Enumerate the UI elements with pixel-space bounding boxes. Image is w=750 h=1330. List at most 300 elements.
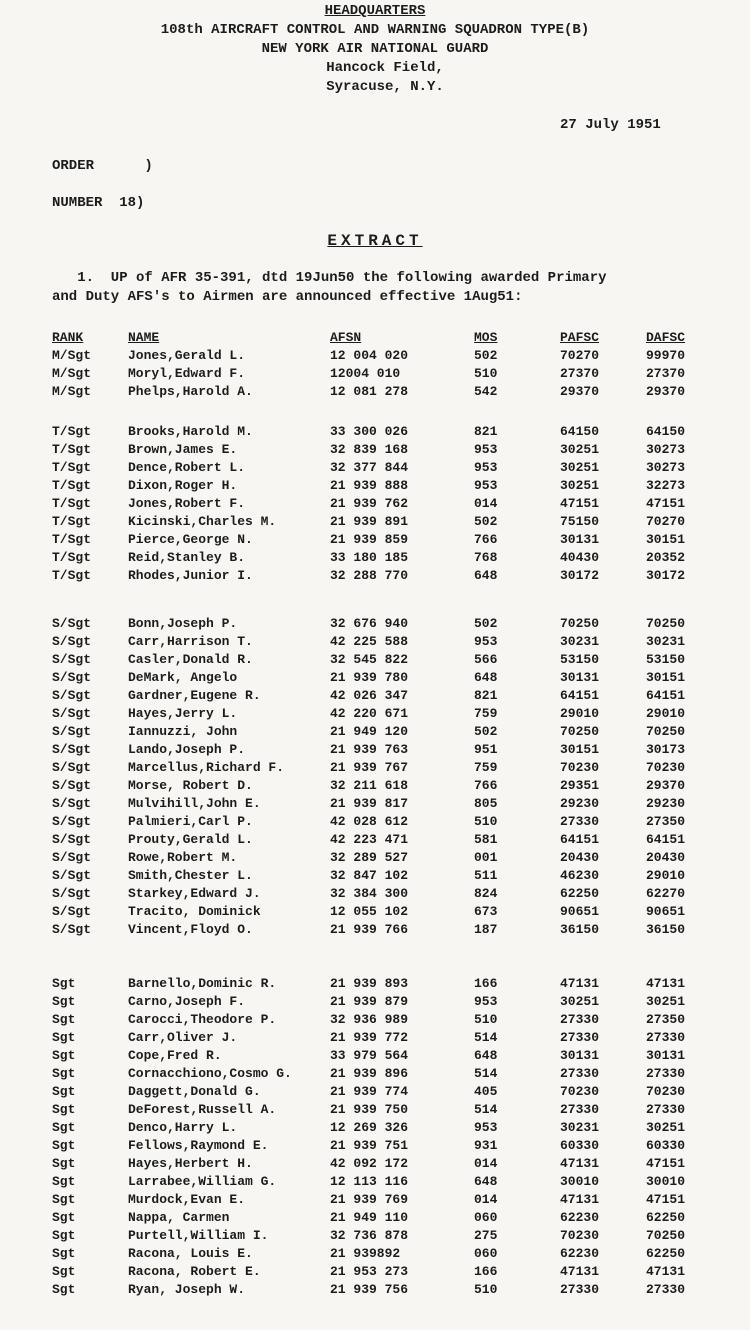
- name-cell: Jones,Robert F.: [128, 496, 246, 511]
- dafsc-cell: 30151: [646, 532, 686, 547]
- table-row: [0, 1156, 750, 1174]
- table-row: [0, 652, 750, 670]
- name-cell: Lando,Joseph P.: [128, 742, 246, 757]
- afsn-cell: 12004 010: [330, 366, 401, 381]
- document-date: 27 July 1951: [560, 117, 661, 133]
- afsn-cell: 21 939 751: [330, 1138, 409, 1153]
- pafsc-cell: 27330: [560, 814, 600, 829]
- afsn-cell: 21 939 767: [330, 760, 409, 775]
- table-row: [0, 1084, 750, 1102]
- pafsc-cell: 29230: [560, 796, 600, 811]
- mos-cell: 951: [474, 742, 498, 757]
- table-row: [0, 976, 750, 994]
- afsn-cell: 32 211 618: [330, 778, 409, 793]
- dafsc-cell: 30173: [646, 742, 686, 757]
- table-row: [0, 832, 750, 850]
- afsn-cell: 32 384 300: [330, 886, 409, 901]
- rank-cell: T/Sgt: [52, 568, 92, 583]
- afsn-cell: 21 939 762: [330, 496, 409, 511]
- rank-cell: Sgt: [52, 994, 76, 1009]
- dafsc-cell: 27330: [646, 1066, 686, 1081]
- afsn-cell: 33 300 026: [330, 424, 409, 439]
- header-guard: NEW YORK AIR NATIONAL GUARD: [261, 41, 489, 57]
- afsn-cell: 42 026 347: [330, 688, 409, 703]
- paragraph-line-1: 1. UP of AFR 35-391, dtd 19Jun50 the following awarded Primary: [52, 270, 607, 286]
- mos-cell: 931: [474, 1138, 498, 1153]
- name-cell: Rowe,Robert M.: [128, 850, 238, 865]
- name-cell: DeForest,Russell A.: [128, 1102, 277, 1117]
- rank-cell: Sgt: [52, 1282, 76, 1297]
- table-row: [0, 850, 750, 868]
- table-row: [0, 478, 750, 496]
- table-row: [0, 904, 750, 922]
- dafsc-cell: 70230: [646, 760, 686, 775]
- rank-cell: S/Sgt: [52, 922, 92, 937]
- dafsc-cell: 27350: [646, 814, 686, 829]
- afsn-cell: 21 939 896: [330, 1066, 409, 1081]
- rank-cell: S/Sgt: [52, 814, 92, 829]
- rank-cell: T/Sgt: [52, 424, 92, 439]
- rank-cell: S/Sgt: [52, 742, 92, 757]
- dafsc-cell: 30172: [646, 568, 686, 583]
- mos-cell: 824: [474, 886, 498, 901]
- afsn-cell: 32 847 102: [330, 868, 409, 883]
- rank-cell: S/Sgt: [52, 904, 92, 919]
- pafsc-cell: 60330: [560, 1138, 600, 1153]
- afsn-cell: 12 004 020: [330, 348, 409, 363]
- afsn-cell: 21 939 879: [330, 994, 409, 1009]
- pafsc-cell: 30131: [560, 670, 600, 685]
- table-row: [0, 514, 750, 532]
- mos-cell: 759: [474, 706, 498, 721]
- pafsc-cell: 53150: [560, 652, 600, 667]
- afsn-cell: 42 225 588: [330, 634, 409, 649]
- mos-cell: 673: [474, 904, 498, 919]
- rank-cell: T/Sgt: [52, 514, 92, 529]
- rank-cell: T/Sgt: [52, 532, 92, 547]
- dafsc-cell: 20352: [646, 550, 686, 565]
- name-cell: Reid,Stanley B.: [128, 550, 246, 565]
- mos-cell: 405: [474, 1084, 498, 1099]
- name-cell: Pierce,George N.: [128, 532, 253, 547]
- pafsc-cell: 30231: [560, 634, 600, 649]
- afsn-cell: 42 092 172: [330, 1156, 409, 1171]
- dafsc-cell: 53150: [646, 652, 686, 667]
- mos-cell: 953: [474, 994, 498, 1009]
- dafsc-cell: 90651: [646, 904, 686, 919]
- afsn-cell: 42 220 671: [330, 706, 409, 721]
- name-cell: Cornacchiono,Cosmo G.: [128, 1066, 292, 1081]
- mos-cell: 648: [474, 670, 498, 685]
- name-cell: Tracito, Dominick: [128, 904, 261, 919]
- mos-cell: 805: [474, 796, 498, 811]
- name-cell: Larrabee,William G.: [128, 1174, 277, 1189]
- rank-cell: Sgt: [52, 1066, 76, 1081]
- mos-cell: 502: [474, 348, 498, 363]
- pafsc-cell: 40430: [560, 550, 600, 565]
- mos-cell: 001: [474, 850, 498, 865]
- afsn-cell: 32 289 527: [330, 850, 409, 865]
- rank-cell: S/Sgt: [52, 688, 92, 703]
- afsn-cell: 33 979 564: [330, 1048, 409, 1063]
- table-row: [0, 442, 750, 460]
- pafsc-cell: 30251: [560, 478, 600, 493]
- dafsc-cell: 47131: [646, 976, 686, 991]
- name-cell: Carno,Joseph F.: [128, 994, 246, 1009]
- pafsc-cell: 30131: [560, 1048, 600, 1063]
- mos-cell: 514: [474, 1030, 498, 1045]
- name-cell: Phelps,Harold A.: [128, 384, 253, 399]
- afsn-cell: 12 113 116: [330, 1174, 409, 1189]
- dafsc-cell: 29370: [646, 778, 686, 793]
- dafsc-cell: 27350: [646, 1012, 686, 1027]
- rank-cell: S/Sgt: [52, 832, 92, 847]
- table-row: [0, 796, 750, 814]
- rank-cell: Sgt: [52, 1246, 76, 1261]
- pafsc-cell: 47151: [560, 496, 600, 511]
- dafsc-cell: 47151: [646, 1192, 686, 1207]
- pafsc-cell: 30251: [560, 460, 600, 475]
- dafsc-cell: 20430: [646, 850, 686, 865]
- rank-cell: S/Sgt: [52, 616, 92, 631]
- mos-cell: 766: [474, 532, 498, 547]
- header-squadron: 108th AIRCRAFT CONTROL AND WARNING SQUADRON TYPE(B): [160, 22, 590, 38]
- rank-cell: Sgt: [52, 1228, 76, 1243]
- pafsc-cell: 62230: [560, 1210, 600, 1225]
- pafsc-cell: 27370: [560, 366, 600, 381]
- dafsc-cell: 30251: [646, 994, 686, 1009]
- dafsc-cell: 70230: [646, 1084, 686, 1099]
- pafsc-cell: 30172: [560, 568, 600, 583]
- name-cell: Bonn,Joseph P.: [128, 616, 238, 631]
- name-cell: Fellows,Raymond E.: [128, 1138, 269, 1153]
- dafsc-cell: 30231: [646, 634, 686, 649]
- mos-cell: 014: [474, 1192, 498, 1207]
- table-row: [0, 1102, 750, 1120]
- afsn-cell: 21 939892: [330, 1246, 401, 1261]
- table-row: [0, 724, 750, 742]
- mos-cell: 566: [474, 652, 498, 667]
- mos-cell: 953: [474, 442, 498, 457]
- name-cell: Kicinski,Charles M.: [128, 514, 277, 529]
- mos-cell: 060: [474, 1246, 498, 1261]
- mos-cell: 014: [474, 1156, 498, 1171]
- pafsc-cell: 27330: [560, 1102, 600, 1117]
- afsn-cell: 12 269 326: [330, 1120, 409, 1135]
- mos-cell: 953: [474, 478, 498, 493]
- rank-cell: T/Sgt: [52, 442, 92, 457]
- rank-cell: Sgt: [52, 1120, 76, 1135]
- name-cell: Cope,Fred R.: [128, 1048, 222, 1063]
- dafsc-cell: 70250: [646, 616, 686, 631]
- name-cell: Racona, Louis E.: [128, 1246, 253, 1261]
- name-cell: Iannuzzi, John: [128, 724, 238, 739]
- table-row: [0, 366, 750, 384]
- afsn-cell: 42 028 612: [330, 814, 409, 829]
- pafsc-cell: 29370: [560, 384, 600, 399]
- name-cell: Dence,Robert L.: [128, 460, 246, 475]
- pafsc-cell: 70230: [560, 760, 600, 775]
- rank-cell: T/Sgt: [52, 550, 92, 565]
- pafsc-cell: 27330: [560, 1030, 600, 1045]
- rank-cell: S/Sgt: [52, 760, 92, 775]
- pafsc-cell: 30251: [560, 442, 600, 457]
- mos-cell: 514: [474, 1066, 498, 1081]
- column-header-mos: MOS: [474, 330, 498, 345]
- mos-cell: 821: [474, 424, 498, 439]
- afsn-cell: 32 736 878: [330, 1228, 409, 1243]
- mos-cell: 510: [474, 814, 498, 829]
- rank-cell: S/Sgt: [52, 796, 92, 811]
- pafsc-cell: 70230: [560, 1228, 600, 1243]
- table-row: [0, 1012, 750, 1030]
- afsn-cell: 21 939 888: [330, 478, 409, 493]
- name-cell: Nappa, Carmen: [128, 1210, 230, 1225]
- dafsc-cell: 29010: [646, 868, 686, 883]
- pafsc-cell: 64151: [560, 688, 600, 703]
- mos-cell: 502: [474, 616, 498, 631]
- mos-cell: 510: [474, 1012, 498, 1027]
- mos-cell: 060: [474, 1210, 498, 1225]
- mos-cell: 953: [474, 1120, 498, 1135]
- afsn-cell: 32 839 168: [330, 442, 409, 457]
- dafsc-cell: 36150: [646, 922, 686, 937]
- column-header-afsn: AFSN: [330, 330, 362, 345]
- name-cell: Moryl,Edward F.: [128, 366, 246, 381]
- afsn-cell: 12 055 102: [330, 904, 409, 919]
- name-cell: Vincent,Floyd O.: [128, 922, 253, 937]
- dafsc-cell: 27330: [646, 1102, 686, 1117]
- table-row: [0, 1138, 750, 1156]
- name-cell: Brown,James E.: [128, 442, 238, 457]
- dafsc-cell: 32273: [646, 478, 686, 493]
- column-header-dafsc: DAFSC: [646, 330, 686, 345]
- rank-cell: T/Sgt: [52, 460, 92, 475]
- pafsc-cell: 20430: [560, 850, 600, 865]
- table-row: [0, 1192, 750, 1210]
- rank-cell: Sgt: [52, 1210, 76, 1225]
- table-row: [0, 778, 750, 796]
- name-cell: Purtell,William I.: [128, 1228, 269, 1243]
- name-cell: Prouty,Gerald L.: [128, 832, 253, 847]
- pafsc-cell: 62230: [560, 1246, 600, 1261]
- name-cell: Denco,Harry L.: [128, 1120, 238, 1135]
- dafsc-cell: 70250: [646, 724, 686, 739]
- dafsc-cell: 64151: [646, 688, 686, 703]
- table-row: [0, 868, 750, 886]
- rank-cell: Sgt: [52, 1138, 76, 1153]
- rank-cell: Sgt: [52, 1192, 76, 1207]
- afsn-cell: 21 939 859: [330, 532, 409, 547]
- table-row: [0, 1246, 750, 1264]
- mos-cell: 542: [474, 384, 498, 399]
- pafsc-cell: 27330: [560, 1066, 600, 1081]
- pafsc-cell: 30151: [560, 742, 600, 757]
- table-row: [0, 688, 750, 706]
- table-row: [0, 1228, 750, 1246]
- dafsc-cell: 62270: [646, 886, 686, 901]
- paragraph-line-2: and Duty AFS's to Airmen are announced effective 1Aug51:: [52, 289, 523, 305]
- table-row: [0, 1048, 750, 1066]
- table-row: [0, 1030, 750, 1048]
- afsn-cell: 32 545 822: [330, 652, 409, 667]
- name-cell: Barnello,Dominic R.: [128, 976, 277, 991]
- name-cell: Gardner,Eugene R.: [128, 688, 261, 703]
- afsn-cell: 32 288 770: [330, 568, 409, 583]
- dafsc-cell: 47131: [646, 1264, 686, 1279]
- mos-cell: 759: [474, 760, 498, 775]
- name-cell: Morse, Robert D.: [128, 778, 253, 793]
- table-row: [0, 424, 750, 442]
- mos-cell: 514: [474, 1102, 498, 1117]
- afsn-cell: 21 939 780: [330, 670, 409, 685]
- table-row: [0, 670, 750, 688]
- pafsc-cell: 30010: [560, 1174, 600, 1189]
- mos-cell: 953: [474, 460, 498, 475]
- pafsc-cell: 27330: [560, 1012, 600, 1027]
- table-row: [0, 760, 750, 778]
- name-cell: Brooks,Harold M.: [128, 424, 253, 439]
- rank-cell: S/Sgt: [52, 706, 92, 721]
- pafsc-cell: 75150: [560, 514, 600, 529]
- mos-cell: 511: [474, 868, 498, 883]
- rank-cell: Sgt: [52, 1012, 76, 1027]
- name-cell: Carr,Oliver J.: [128, 1030, 238, 1045]
- name-cell: Daggett,Donald G.: [128, 1084, 261, 1099]
- table-row: [0, 1282, 750, 1300]
- pafsc-cell: 46230: [560, 868, 600, 883]
- extract-title: EXTRACT: [327, 232, 423, 250]
- dafsc-cell: 30273: [646, 442, 686, 457]
- table-row: [0, 814, 750, 832]
- column-header-rank: RANK: [52, 330, 84, 345]
- afsn-cell: 21 949 110: [330, 1210, 409, 1225]
- afsn-cell: 21 939 893: [330, 976, 409, 991]
- pafsc-cell: 30251: [560, 994, 600, 1009]
- pafsc-cell: 90651: [560, 904, 600, 919]
- name-cell: Smith,Chester L.: [128, 868, 253, 883]
- afsn-cell: 32 377 844: [330, 460, 409, 475]
- afsn-cell: 33 180 185: [330, 550, 409, 565]
- table-row: [0, 994, 750, 1012]
- pafsc-cell: 70250: [560, 724, 600, 739]
- pafsc-cell: 29351: [560, 778, 600, 793]
- rank-cell: Sgt: [52, 1030, 76, 1045]
- name-cell: Starkey,Edward J.: [128, 886, 261, 901]
- mos-cell: 766: [474, 778, 498, 793]
- dafsc-cell: 30251: [646, 1120, 686, 1135]
- mos-cell: 768: [474, 550, 498, 565]
- table-row: [0, 1264, 750, 1282]
- table-row: [0, 706, 750, 724]
- mos-cell: 510: [474, 1282, 498, 1297]
- dafsc-cell: 62250: [646, 1210, 686, 1225]
- afsn-cell: 21 939 817: [330, 796, 409, 811]
- mos-cell: 502: [474, 514, 498, 529]
- afsn-cell: 21 939 750: [330, 1102, 409, 1117]
- table-row: [0, 496, 750, 514]
- table-row: [0, 1120, 750, 1138]
- rank-cell: S/Sgt: [52, 652, 92, 667]
- pafsc-cell: 27330: [560, 1282, 600, 1297]
- table-row: [0, 348, 750, 366]
- rank-cell: M/Sgt: [52, 366, 92, 381]
- mos-cell: 648: [474, 1048, 498, 1063]
- mos-cell: 275: [474, 1228, 498, 1243]
- header-field: Hancock Field,: [326, 60, 444, 76]
- pafsc-cell: 70270: [560, 348, 600, 363]
- table-row: [0, 550, 750, 568]
- pafsc-cell: 29010: [560, 706, 600, 721]
- rank-cell: Sgt: [52, 1156, 76, 1171]
- dafsc-cell: 29010: [646, 706, 686, 721]
- name-cell: Palmieri,Carl P.: [128, 814, 253, 829]
- table-row: [0, 1210, 750, 1228]
- dafsc-cell: 62250: [646, 1246, 686, 1261]
- table-row: [0, 742, 750, 760]
- pafsc-cell: 64150: [560, 424, 600, 439]
- name-cell: Casler,Donald R.: [128, 652, 253, 667]
- pafsc-cell: 47131: [560, 1156, 600, 1171]
- pafsc-cell: 47131: [560, 1192, 600, 1207]
- mos-cell: 821: [474, 688, 498, 703]
- afsn-cell: 42 223 471: [330, 832, 409, 847]
- rank-cell: Sgt: [52, 1174, 76, 1189]
- rank-cell: Sgt: [52, 1084, 76, 1099]
- afsn-cell: 21 939 774: [330, 1084, 409, 1099]
- dafsc-cell: 64151: [646, 832, 686, 847]
- table-row: [0, 568, 750, 586]
- table-row: [0, 460, 750, 478]
- name-cell: DeMark, Angelo: [128, 670, 238, 685]
- header-city: Syracuse, N.Y.: [326, 79, 444, 95]
- name-cell: Mulvihill,John E.: [128, 796, 261, 811]
- rank-cell: Sgt: [52, 1102, 76, 1117]
- mos-cell: 187: [474, 922, 498, 937]
- pafsc-cell: 62250: [560, 886, 600, 901]
- name-cell: Jones,Gerald L.: [128, 348, 246, 363]
- mos-cell: 502: [474, 724, 498, 739]
- pafsc-cell: 70230: [560, 1084, 600, 1099]
- pafsc-cell: 70250: [560, 616, 600, 631]
- dafsc-cell: 30010: [646, 1174, 686, 1189]
- dafsc-cell: 70250: [646, 1228, 686, 1243]
- name-cell: Ryan, Joseph W.: [128, 1282, 246, 1297]
- name-cell: Hayes,Herbert H.: [128, 1156, 253, 1171]
- name-cell: Carocci,Theodore P.: [128, 1012, 277, 1027]
- mos-cell: 648: [474, 568, 498, 583]
- name-cell: Dixon,Roger H.: [128, 478, 238, 493]
- table-row: [0, 886, 750, 904]
- dafsc-cell: 30273: [646, 460, 686, 475]
- name-cell: Carr,Harrison T.: [128, 634, 253, 649]
- dafsc-cell: 27330: [646, 1030, 686, 1045]
- column-header-pafsc: PAFSC: [560, 330, 600, 345]
- dafsc-cell: 27370: [646, 366, 686, 381]
- rank-cell: S/Sgt: [52, 778, 92, 793]
- pafsc-cell: 64151: [560, 832, 600, 847]
- rank-cell: S/Sgt: [52, 850, 92, 865]
- pafsc-cell: 30131: [560, 532, 600, 547]
- afsn-cell: 21 939 766: [330, 922, 409, 937]
- rank-cell: M/Sgt: [52, 348, 92, 363]
- pafsc-cell: 30231: [560, 1120, 600, 1135]
- mos-cell: 166: [474, 1264, 498, 1279]
- name-cell: Racona, Robert E.: [128, 1264, 261, 1279]
- afsn-cell: 21 939 763: [330, 742, 409, 757]
- table-row: [0, 1174, 750, 1192]
- dafsc-cell: 30151: [646, 670, 686, 685]
